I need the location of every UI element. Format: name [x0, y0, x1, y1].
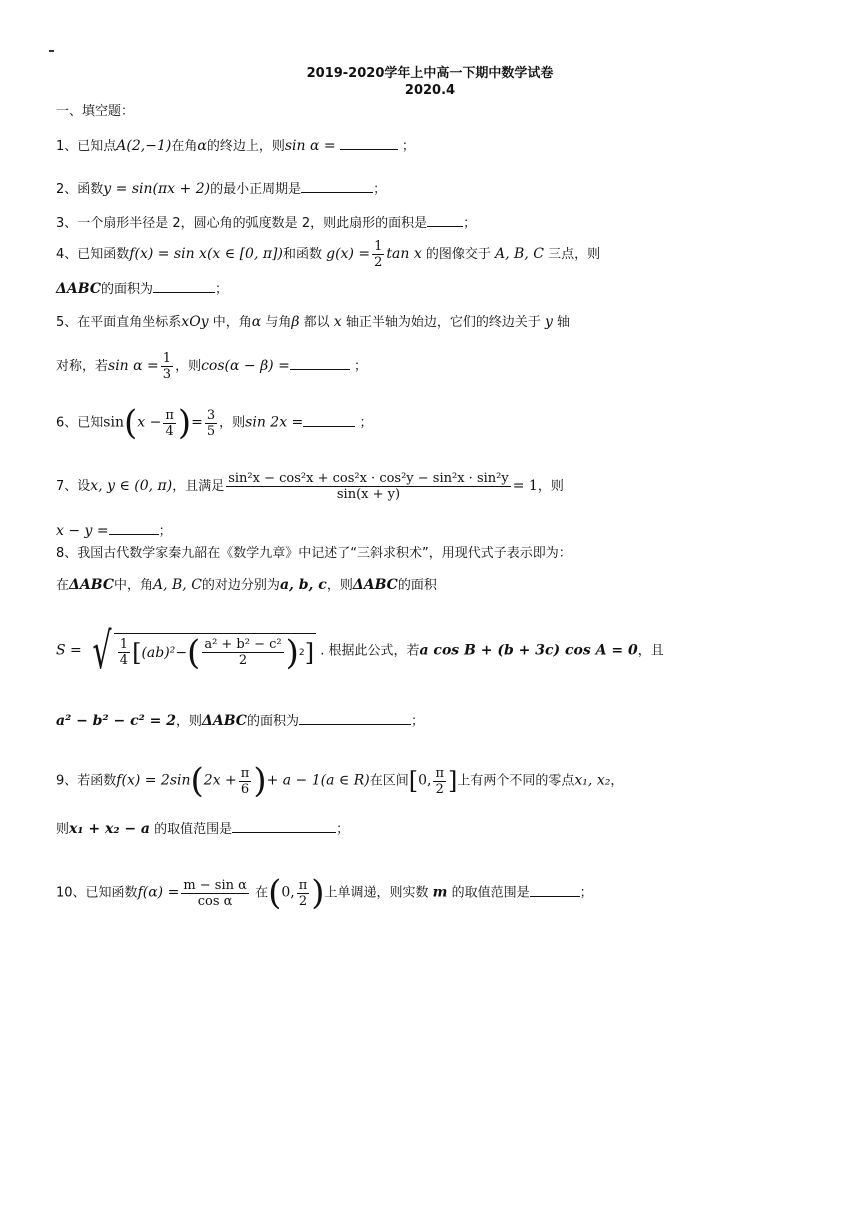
q8-quarter-den: 4	[119, 653, 129, 668]
q9-end: ；	[336, 822, 350, 837]
q5-xoy: xOy	[181, 314, 209, 330]
q4-triangle: ΔABC	[56, 281, 101, 297]
q8-text-a: 我国古代数学家秦九韶在《数学九章》中记述了“三斜求积术”，用现代式子表示即为：	[77, 546, 572, 561]
q6-expr: sin 2x =	[245, 414, 304, 431]
q6-fraction-pi4	[163, 409, 176, 438]
q1-answer-blank[interactable]	[340, 137, 398, 150]
q8-inner-den: 2	[238, 653, 248, 668]
question-9	[56, 761, 624, 801]
q6-sin: sin	[103, 414, 124, 431]
q9-line2-a: 则	[56, 822, 70, 837]
q2-expr: y = sin(πx + 2)	[103, 181, 211, 197]
q6-text-b: ，则	[219, 415, 246, 431]
q9-right-bracket: ]	[448, 767, 458, 795]
q7-text-b: ，且满足	[172, 479, 225, 494]
question-1	[56, 137, 415, 156]
q5-frac-num: 1	[162, 351, 172, 366]
q10-interval-fraction	[297, 879, 310, 908]
q9-left-bracket: [	[408, 767, 419, 795]
q8-inner-fraction	[202, 638, 283, 667]
sqrt-icon: √	[92, 622, 112, 680]
q6-fraction-rhs	[205, 409, 217, 438]
q9-f-lhs: f(x) = 2sin	[116, 772, 191, 789]
q8-line2-b: 中，角	[113, 578, 153, 593]
q4-line2-text: 的面积为	[100, 282, 153, 297]
q7-line2-expr: x − y =	[56, 523, 109, 539]
q5-cos-expr: cos(α − β) =	[201, 358, 290, 374]
q10-int-num: π	[298, 877, 308, 893]
question-4	[56, 240, 600, 269]
q7-end: ；	[158, 524, 172, 539]
q4-number: 4、	[56, 247, 78, 262]
q9-frac-num: π	[240, 765, 250, 781]
q6-rhs-den: 5	[206, 423, 216, 439]
q6-number: 6、	[56, 415, 78, 431]
q7-frac-num: sin²x − cos²x + cos²x · cos²y − sin²x · sin²y	[228, 471, 509, 486]
question-8-line2	[56, 576, 437, 595]
q10-f-lhs: f(α) =	[137, 884, 180, 901]
q9-answer-blank[interactable]	[232, 820, 336, 833]
q1-end: ；	[401, 139, 415, 154]
q10-frac-den: cos α	[197, 893, 233, 909]
q5-fraction	[161, 352, 173, 381]
q8-line2-d: ，则	[326, 578, 353, 593]
q6-right-paren: )	[177, 403, 192, 443]
q8-line2-c: 的对边分别为	[201, 578, 280, 593]
q7-number: 7、	[56, 479, 78, 494]
q7-answer-blank[interactable]	[109, 522, 159, 535]
q5-text-d: 都以	[303, 315, 330, 330]
q8-minus: −	[175, 644, 188, 661]
q10-int-den: 2	[298, 893, 308, 909]
q4-frac-den: 2	[374, 255, 383, 270]
q7-text-a: 设	[77, 479, 91, 494]
question-8-formula	[56, 622, 664, 680]
q8-line4-b: ，则	[175, 714, 202, 729]
q1-text-a: 已知点	[77, 139, 117, 154]
q8-line2-a: 在	[56, 578, 70, 593]
question-5-line2	[56, 352, 367, 381]
q2-text-b: 的最小正周期是	[210, 182, 302, 197]
q8-line4-expr: a² − b² − c² = 2	[56, 713, 176, 729]
q9-left-paren: (	[190, 761, 204, 801]
q6-answer-blank[interactable]	[303, 414, 355, 427]
q8-s-lhs: S =	[56, 642, 82, 659]
q9-interval-fraction	[433, 767, 446, 796]
q5-y: y	[544, 314, 553, 330]
q7-vars: x, y ∈ (0, π)	[90, 478, 173, 494]
q1-number: 1、	[56, 139, 78, 154]
q5-line2-a: 对称，若	[56, 359, 109, 374]
q5-text-a: 在平面直角坐标系	[77, 315, 182, 330]
q5-line2-b: ，则	[175, 359, 202, 374]
q8-triangle-2: ΔABC	[352, 577, 398, 593]
question-3	[56, 214, 476, 233]
q4-answer-blank[interactable]	[153, 280, 215, 293]
question-4-line2	[56, 280, 228, 299]
q5-text-e: 轴正半轴为始边，它们的终边关于	[345, 315, 541, 330]
q5-end: ；	[353, 359, 367, 374]
q10-answer-blank[interactable]	[530, 884, 580, 897]
q4-end: ；	[214, 282, 228, 297]
question-7-line2	[56, 522, 172, 541]
q9-zeros: x₁, x₂	[574, 772, 611, 789]
q8-inner-num: a² + b² − c²	[204, 637, 282, 652]
q2-number: 2、	[56, 182, 78, 197]
q4-text-c: 的图像交于	[425, 247, 491, 262]
q9-text-b: 在区间	[369, 773, 409, 789]
q7-fraction	[226, 472, 511, 501]
q9-fraction	[239, 767, 252, 796]
q9-text-c: 上有两个不同的零点	[457, 773, 575, 789]
q10-text-a: 已知函数	[85, 885, 138, 901]
q5-sin-lhs: sin α =	[108, 358, 159, 374]
q10-m: m	[432, 884, 448, 901]
q9-text-a: 若函数	[77, 773, 117, 789]
q1-alpha: α	[197, 138, 207, 154]
q10-frac-num: m − sin α	[183, 877, 247, 893]
q4-text-a: 已知函数	[77, 247, 130, 262]
q5-text-c: 与角	[265, 315, 292, 330]
q9-right-paren: )	[253, 761, 267, 801]
q8-sqrt	[86, 622, 316, 680]
q8-triangle: ΔABC	[69, 577, 114, 593]
q3-answer-blank[interactable]	[427, 214, 463, 227]
q7-frac-den: sin(x + y)	[336, 487, 401, 502]
question-10	[56, 873, 593, 913]
q7-text-c: ，则	[537, 479, 564, 494]
q6-rhs-num: 3	[206, 407, 216, 423]
question-9-line2	[56, 820, 349, 839]
q1-text-c: 的终边上，则	[206, 139, 285, 154]
question-6	[56, 403, 373, 443]
q6-x-minus: x −	[137, 414, 162, 431]
q9-number: 9、	[56, 773, 78, 789]
q8-quarter-num: 1	[119, 637, 129, 652]
q9-int-num: π	[435, 765, 445, 781]
q4-g-lhs: g(x) =	[326, 246, 371, 262]
q1-expr: sin α =	[284, 138, 336, 154]
q9-interval-start: 0,	[418, 772, 432, 789]
q10-text-d: 的取值范围是	[451, 885, 530, 901]
q5-alpha: α	[251, 314, 262, 330]
q9-text-d: ，	[610, 773, 624, 789]
q8-number: 8、	[56, 546, 78, 561]
question-7	[56, 472, 564, 501]
q10-end: ；	[579, 885, 593, 901]
q10-interval-start: 0,	[281, 884, 295, 901]
q7-rhs: = 1	[512, 478, 538, 494]
q8-end: ；	[410, 714, 424, 729]
q8-answer-blank[interactable]	[299, 712, 411, 725]
q9-line2-expr: x₁ + x₂ − a	[69, 821, 151, 837]
q8-line4-c: 的面积为	[246, 714, 299, 729]
q1-point: A(2,−1)	[116, 138, 172, 154]
q10-fraction	[181, 879, 249, 908]
q8-square: 2	[298, 647, 305, 658]
q6-eq: =	[191, 414, 203, 431]
q9-line2-b: 的取值范围是	[154, 822, 233, 837]
question-2	[56, 180, 386, 199]
q10-text-c: 上单调递，则实数	[324, 885, 429, 901]
q9-f-rhs: + a − 1(a ∈ R)	[266, 772, 370, 789]
q8-inner-right-paren: )	[285, 632, 299, 673]
q5-text-b: 中，角	[212, 315, 252, 330]
q5-beta: β	[291, 314, 300, 330]
q1-text-b: 在角	[171, 139, 198, 154]
q8-sides: a, b, c	[279, 577, 327, 593]
q4-points: A, B, C	[495, 246, 544, 262]
question-8-line4	[56, 712, 424, 731]
q8-condition: a cos B + (b + 3c) cos A = 0	[419, 642, 638, 659]
q3-end: ；	[463, 216, 477, 231]
q4-text-d: 三点，则	[548, 247, 601, 262]
q6-left-paren: (	[123, 403, 138, 443]
q2-text-a: 函数	[77, 182, 104, 197]
q9-int-den: 2	[435, 781, 444, 797]
q8-sqrt-body	[114, 632, 316, 673]
q8-left-bracket: [	[132, 638, 142, 667]
q8-ab-sq: (ab)²	[141, 644, 176, 661]
q6-frac-num: π	[165, 407, 174, 423]
q5-x: x	[333, 314, 342, 330]
q4-f-expr: f(x) = sin x(x ∈ [0, π])	[129, 246, 283, 262]
q6-end: ；	[359, 415, 373, 431]
q10-number: 10、	[56, 885, 86, 901]
q4-text-b: 和函数	[282, 247, 322, 262]
q3-number: 3、	[56, 216, 78, 231]
q10-right-paren: )	[311, 873, 325, 913]
q2-answer-blank[interactable]	[301, 180, 373, 193]
exam-title: 2019-2020学年上中高一下期中数学试卷	[306, 66, 554, 81]
q5-answer-blank[interactable]	[290, 357, 350, 370]
q8-text-b: . 根据此公式，若	[320, 643, 420, 659]
q8-inner-left-paren: (	[187, 632, 201, 673]
q10-text-b: 在	[255, 885, 269, 901]
q8-right-bracket: ]	[304, 638, 315, 667]
q8-text-c: ，且	[637, 643, 664, 659]
question-5	[56, 313, 570, 332]
q10-left-paren: (	[268, 873, 282, 913]
q8-triangle-3: ΔABC	[201, 713, 247, 729]
section-title: 一、填空题：	[56, 104, 135, 119]
exam-date: 2020.4	[404, 83, 456, 98]
q3-text: 一个扇形半径是 2，圆心角的弧度数是 2，则此扇形的面积是	[77, 216, 428, 231]
q5-text-f: 轴	[557, 315, 571, 330]
q5-number: 5、	[56, 315, 78, 330]
q4-frac-num: 1	[374, 239, 383, 254]
q5-frac-den: 3	[162, 367, 172, 382]
question-8	[56, 545, 572, 563]
q8-line2-e: 的面积	[397, 578, 437, 593]
q9-frac-den: 6	[240, 781, 250, 797]
q8-quarter	[118, 638, 130, 667]
q4-fraction	[372, 240, 384, 269]
q6-text-a: 已知	[77, 415, 104, 431]
q8-angles: A, B, C	[153, 577, 202, 593]
q4-g-rhs: tan x	[386, 246, 422, 262]
q2-end: ；	[373, 182, 387, 197]
q9-inner: 2x +	[203, 772, 237, 789]
corner-mark	[49, 50, 54, 52]
q6-frac-den: 4	[165, 423, 174, 439]
